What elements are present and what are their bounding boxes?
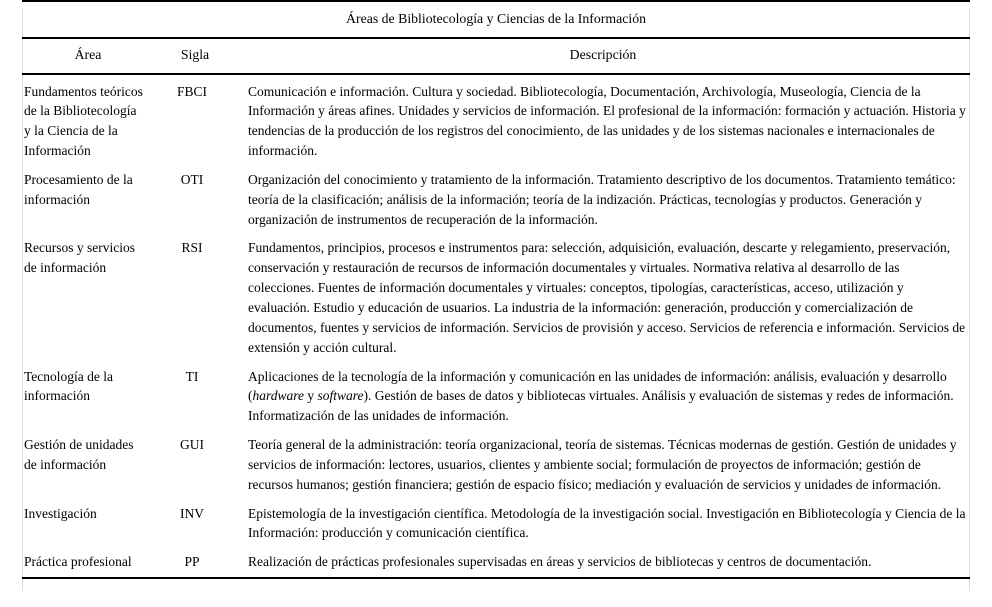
descripcion-emphasis: hardware: [252, 388, 305, 404]
cell-sigla: RSI: [181, 240, 203, 256]
cell-area: Investigación: [24, 505, 97, 521]
cell-descripcion: Realización de prácticas profesionales supervisadas en áreas y servicios de bibliotecas y centros de documentación.: [236, 548, 970, 578]
column-header-area: Área: [22, 38, 154, 73]
table-body: [22, 74, 970, 579]
table-header-row: [22, 38, 970, 73]
cell-descripcion: Teoría general de la administración: teoría organizacional, teoría de sistemas. Técnicas modernas de gestión. Gestión de unidades y servicios de información: lectores, usuarios, clientes y ambiente social; formulación de proyectos de información; gestión de recursos humanos; gestión financiera; gestión de espacio físico; mediación y evaluación de servicios y unidades de información.: [248, 437, 957, 492]
cell-area: Tecnología de la información: [24, 368, 114, 404]
descripcion-emphasis: software: [317, 388, 364, 404]
areas-table: [22, 0, 970, 579]
cell-area: Práctica profesional: [22, 548, 154, 578]
table-row: [22, 548, 970, 578]
cell-sigla: GUI: [180, 437, 204, 453]
table-caption: Áreas de Bibliotecología y Ciencias de la Información: [22, 1, 970, 38]
cell-descripcion: Fundamentos, principios, procesos e instrumentos para: selección, adquisición, evaluación, descarte y relegamiento, preservación, conservación y restauración de recursos de información documentales y virtuales. Normativa relativa al desarrollo de las colecciones. Fuentes de información documentales y virtuales: conceptos, tipologías, características, acceso, utilización y evaluación. Estudio y educación de usuarios. La industria de la información: generación, producción y comercialización de documentos, fuentes y servicios de información. Servicios de provisión y acceso. Servicios de referencia e información. Servicios de extensión y acción cultural.: [248, 240, 966, 355]
cell-sigla: PP: [154, 548, 236, 578]
table-row: [22, 74, 970, 166]
descripcion-text: y: [304, 388, 318, 404]
cell-sigla: TI: [185, 368, 199, 384]
table-row: [22, 234, 970, 362]
cell-descripcion: [236, 363, 970, 432]
table-row: [22, 166, 970, 235]
table-caption-row: [22, 1, 970, 38]
cell-sigla: FBCI: [176, 83, 207, 99]
cell-area: Gestión de unidades de información: [24, 437, 134, 472]
cell-area: Fundamentos teóricos de la Bibliotecología y la Ciencia de la Información: [24, 83, 143, 159]
column-header-descripcion: Descripción: [236, 38, 970, 73]
descripcion-text: ). Gestión de bases de datos y bibliotecas virtuales. Análisis y evaluación de sistemas y redes de información. Informatización de las unidades de información.: [248, 388, 954, 424]
table-row: [22, 500, 970, 549]
descripcion-text: Aplicaciones de la tecnología de la información y comunicación en las unidades de información: análisis, evaluación y desarrollo (: [248, 368, 947, 404]
cell-area: Procesamiento de la información: [24, 171, 133, 207]
cell-descripcion: Comunicación e información. Cultura y sociedad. Bibliotecología, Documentación, Archivología, Museología, Ciencia de la Información y áreas afines. Unidades y servicios de información. El profesional de la información: formación y actuación. Historia y tendencias de la producción de los registros del conocimiento, de las unidades y de los sistemas nacionales e internacionales de información.: [248, 83, 966, 159]
cell-sigla: INV: [180, 505, 204, 521]
cell-area: Recursos y servicios de información: [24, 240, 135, 276]
cell-sigla: OTI: [180, 171, 204, 187]
cell-descripcion: Epistemología de la investigación científica. Metodología de la investigación social. Investigación en Bibliotecología y Ciencia de la Información: producción y comunicación científica.: [248, 505, 966, 541]
table-row: [22, 431, 970, 500]
table-row: [22, 363, 970, 432]
column-header-sigla: Sigla: [154, 38, 236, 73]
table-head: [22, 1, 970, 74]
cell-descripcion: Organización del conocimiento y tratamiento de la información. Tratamiento descriptivo de los documentos. Tratamiento temático: teoría de la clasificación; análisis de la información; teoría de la indización. Prácticas, tecnologías y productos. Generación y organización de instrumentos de recuperación de la información.: [248, 171, 956, 227]
